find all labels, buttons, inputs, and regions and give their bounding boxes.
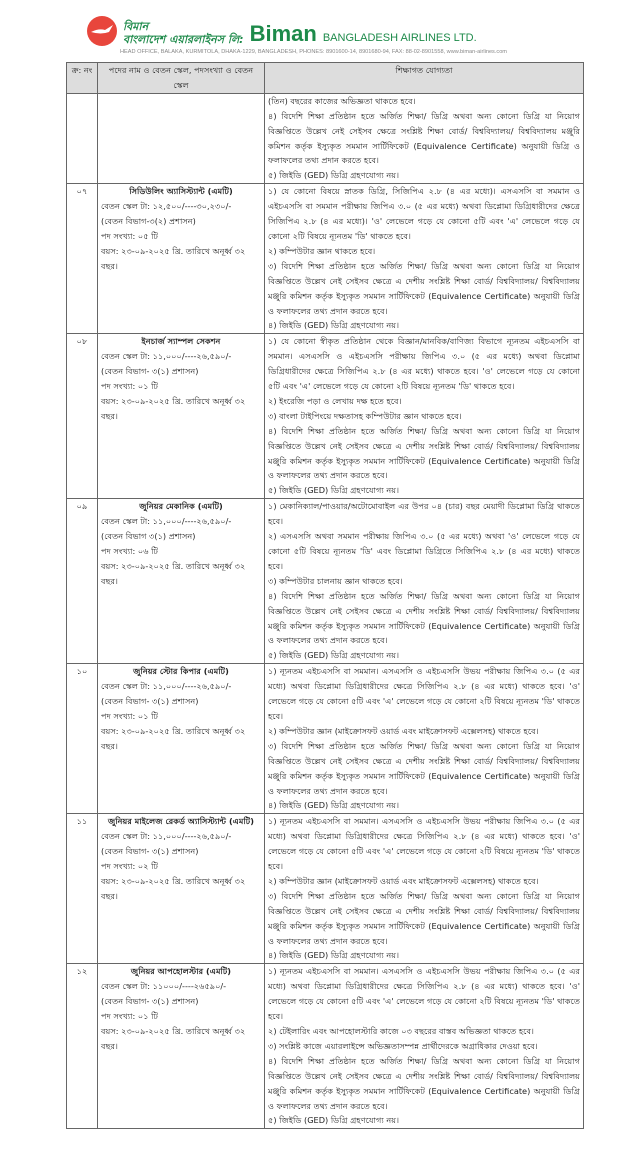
col-qualification: শিক্ষাগত যোগ্যতা (265, 63, 584, 94)
qualification-item: ১) ন্যূনতম এইচএসসি বা সমমান। এসএসসি ও এইচএসসি উভয় পরীক্ষায় জিপিএ ৩.০ (৫ এর মধ্যে) অথবা ডিপ্লোমা ডিগ্রিধারীদের ক্ষেত্রে সিজিপিএ ২.৮ (৪ এর মধ্যে) থাকতে হবে। 'ও' লেভেলে গড়ে যে কোনো ৫টি এবং 'এ' লেভেলে গড়ে যে কোনো ২টি বিষয়ে ন্যূনতম 'ডি' থাকতে হবে। (268, 966, 580, 1022)
post-detail: বয়স: ২৩-০৯-২০২৫ খ্রি. তারিখে অনূর্ধ্ব ৩২ বছর। (101, 725, 246, 751)
table-row (67, 964, 584, 1129)
post-detail: (বেতন বিভাগ- ৩(১) প্রশাসন) (101, 696, 199, 707)
qualification-cell (265, 184, 584, 334)
post-detail: বেতন স্কেল টা: ১১,০০০/----২৬,৫৯০/- (101, 681, 232, 692)
post-detail: বেতন স্কেল টা: ১১,০০০/----২৬,৫৯০/- (101, 351, 232, 362)
serial-number: ০৯ (67, 499, 98, 664)
qualification-cell (265, 964, 584, 1129)
qualification-item: ২) ইংরেজি পড়া ও লেখায় দক্ষ হতে হবে। (268, 395, 402, 406)
post-detail: বেতন স্কেল টা: ১১,০০০/----২৬,৫৯০/- (101, 831, 232, 842)
table-row (67, 664, 584, 814)
logo-bengali (123, 20, 244, 46)
qualification-item: ২) এসএসসি অথবা সমমান পরীক্ষায় জিপিএ ৩.০ (৫ এর মধ্যে) অথবা 'ও' লেভেলে গড়ে যে কোনো ৫টি বিষয়ে ন্যূনতম 'ডি' এবং ডিপ্লোমা ডিগ্রিতে সিজিপিএ ২.৮ (৪ এর মধ্যে) থাকতে হবে। (268, 531, 580, 571)
qualification-item: ১) ন্যূনতম এইচএসসি বা সমমান। এসএসসি ও এইচএসসি উভয় পরীক্ষায় জিপিএ ৩.০ (৫ এর মধ্যে) অথবা ডিপ্লোমা ডিগ্রিধারীদের ক্ষেত্রে সিজিপিএ ২.৮ (৪ এর মধ্যে) থাকতে হবে। 'ও' লেভেলে গড়ে যে কোনো ৫টি এবং 'এ' লেভেলে গড়ে যে কোনো ২টি বিষয়ে ন্যূনতম 'ডি' থাকতে হবে। (268, 816, 580, 872)
post-detail: (বেতন বিভাগ- ৩(১) প্রশাসন) (101, 366, 199, 377)
post-detail: বেতন স্কেল টা: ১১০০০/----২৬৫৯০/- (101, 981, 227, 992)
serial-number: ১০ (67, 664, 98, 814)
qualification-item: ৪) বিদেশি শিক্ষা প্রতিষ্ঠান হতে অর্জিত শিক্ষা/ ডিগ্রি অথবা অন্য কোনো ডিগ্রি যা নিয়োগ বিজ্ঞপ্তিতে উল্লেখ নেই সেইসব ক্ষেত্রে সংশ্লিষ্ট শিক্ষা বোর্ড/ বিশ্ববিদ্যালয়/ বিশ্ববিদ্যালয় মঞ্জুরি কমিশন কর্তৃক ইস্যুকৃত সমমান সার্টিফিকেট (Equivalence Certificate) অনুযায়ী ডিগ্রি ও ফলাফলের তথ্য প্রদান করতে হবে। (268, 110, 580, 166)
post-cell (98, 964, 265, 1129)
qualification-item: ৫) জিইডি (GED) ডিগ্রি গ্রহণযোগ্য নয়। (268, 650, 400, 661)
logo-bengali-line: বিমান (123, 20, 149, 33)
qualification-item: ৫) জিইডি (GED) ডিগ্রি গ্রহণযোগ্য নয়। (268, 485, 400, 496)
col-post: পদের নাম ও বেতন স্কেল, পদসংখ্যা ও বেতন স্কেল (98, 63, 265, 94)
post-detail: বেতন স্কেল টা: ১১,০০০/----২৬,৫৯০/- (101, 516, 232, 527)
qualification-item: ৪) জিইডি (GED) ডিগ্রি গ্রহণযোগ্য নয়। (268, 320, 400, 331)
post-detail: বয়স: ২৩-০৯-২০২৫ খ্রি. তারিখে অনূর্ধ্ব ৩২ বছর। (101, 395, 246, 421)
qualification-item: ৪) জিইডি (GED) ডিগ্রি গ্রহণযোগ্য নয়। (268, 800, 400, 811)
post-detail: পদ সংখ্যা: ০৫ টি (101, 230, 158, 241)
qualification-item: ২) কম্পিউটার জ্ঞান থাকতে হবে। (268, 245, 376, 256)
qualification-cell (265, 664, 584, 814)
post-title: জুনিয়র মাইলেজ রেকর্ড অ্যাসিস্ট্যান্ট (এমটি) (107, 816, 255, 827)
post-detail: বেতন স্কেল টা: ১২,৫০০/----৩০,২৩০/- (101, 201, 232, 212)
serial-number: ১২ (67, 964, 98, 1129)
qualification-item: (তিন) বছরের কাজের অভিজ্ঞতা থাকতে হবে। (268, 95, 416, 106)
qualification-item: ৩) বিদেশি শিক্ষা প্রতিষ্ঠান হতে অর্জিত শিক্ষা/ ডিগ্রি অথবা অন্য কোনো ডিগ্রি যা নিয়োগ বিজ্ঞপ্তিতে উল্লেখ নেই সেইসব ক্ষেত্রে এ দেশীয় সংশ্লিষ্ট শিক্ষা বোর্ড/ বিশ্ববিদ্যালয়/ বিশ্ববিদ্যালয় মঞ্জুরি কমিশন কর্তৃক ইস্যুকৃত সমমান সার্টিফিকেট (Equivalence Certificate) অনুযায়ী ডিগ্রি ও ফলাফলের তথ্য প্রদান করতে হবে। (268, 260, 580, 316)
serial-number (67, 93, 98, 183)
post-title: জুনিয়র আপহোলস্টার (এমটি) (130, 966, 232, 977)
biman-logo-icon (87, 16, 117, 46)
post-detail: পদ সংখ্যা: ০১ টি (101, 381, 158, 392)
qualification-item: ৪) জিইডি (GED) ডিগ্রি গ্রহণযোগ্য নয়। (268, 950, 400, 961)
post-title: সিডিউলিং অ্যাসিস্ট্যান্ট (এমটি) (129, 186, 233, 197)
post-detail: পদ সংখ্যা: ০৬ টি (101, 546, 158, 556)
qualification-item: ৩) সংশ্লিষ্ট কাজে এয়ারলাইন্সে অভিজ্ঞতাসম্পন্ন প্রার্থীদেরকে অগ্রাধিকার দেওয়া হবে। (268, 1040, 538, 1051)
qualification-item: ১) মেকানিক্যাল/পাওয়ার/অটোমোবাইল এর উপর ০৪ (চার) বছর মেয়াদী ডিপ্লোমা ডিগ্রি থাকতে হবে। (268, 501, 580, 527)
post-detail: বয়স: ২৩-০৯-২০২৫ খ্রি. তারিখে অনূর্ধ্ব ৩২ বছর। (101, 245, 246, 271)
qualification-item: ৪) বিদেশি শিক্ষা প্রতিষ্ঠান হতে অর্জিত শিক্ষা/ ডিগ্রি অথবা অন্য কোনো ডিগ্রি যা নিয়োগ বিজ্ঞপ্তিতে উল্লেখ নেই সেইসব ক্ষেত্রে এ দেশীয় সংশ্লিষ্ট শিক্ষা বোর্ড/ বিশ্ববিদ্যালয়/ বিশ্ববিদ্যালয় মঞ্জুরি কমিশন কর্তৃক ইস্যুকৃত সমমান সার্টিফিকেট (Equivalence Certificate) অনুযায়ী ডিগ্রি ও ফলাফলের তথ্য প্রদান করতে হবে। (268, 425, 580, 481)
qualification-item: ২) কম্পিউটার জ্ঞান (মাইক্রোসফট ওয়ার্ড এবং মাইক্রোসফট এক্সেলসহ) থাকতে হবে। (268, 725, 539, 736)
post-detail: পদ সংখ্যা: ০১ টি (101, 710, 158, 721)
qualification-cell (265, 334, 584, 499)
post-cell (98, 334, 265, 499)
post-detail: (বেতন বিভাগ- ৩(১) প্রশাসন) (101, 996, 199, 1007)
post-cell (98, 814, 265, 964)
post-detail: (বেতন বিভাগ-৩(২) প্রশাসন) (101, 216, 196, 227)
post-cell (98, 499, 265, 664)
qualification-item: ২) টেইলারিং এবং আপহোলস্টারি কাজে ০৩ বছরের বাস্তব অভিজ্ঞতা থাকতে হবে। (268, 1026, 534, 1036)
brand-name: Biman (249, 21, 317, 46)
logo-bengali-line: বাংলাদেশ এয়ারলাইনস লি: (123, 33, 244, 46)
post-detail: বয়স: ২৩-০৯-২০২৫ খ্রি. তারিখে অনূর্ধ্ব ৩২ বছর। (101, 1026, 246, 1051)
qualification-item: ১) যে কোনো স্বীকৃত প্রতিষ্ঠান থেকে বিজ্ঞান/মানবিক/বাণিজ্য বিভাগে ন্যূনতম এইচএসসি বা সমমান। এসএসসি ও এইচএসসি পরীক্ষায় জিপিএ ৩.০ (৫ এর মধ্যে) অথবা ডিপ্লোমা ডিগ্রিধারীদের ক্ষেত্রে সিজিপিএ ২.৮ (৪ এর মধ্যে) থাকতে হবে। 'ও' লেভেলে গড়ে যে কোনো ৫টি এবং 'এ' লেভেলে গড়ে যে কোনো ২টি বিষয়ে ন্যূনতম 'ডি' থাকতে হবে। (268, 336, 580, 392)
serial-number: ০৭ (67, 184, 98, 334)
post-title: জুনিয়র মেকানিক (এমটি) (139, 501, 223, 512)
qualification-item: ৫) জিইডি (GED) ডিগ্রি গ্রহণযোগ্য নয়। (268, 1115, 400, 1126)
qualification-item: ১) ন্যূনতম এইচএসসি বা সমমান। এসএসসি ও এইচএসসি উভয় পরীক্ষায় জিপিএ ৩.০ (৫ এর মধ্যে) অথবা ডিপ্লোমা ডিগ্রিধারীদের ক্ষেত্রে সিজিপিএ ২.৮ (৪ এর মধ্যে) থাকতে হবে। 'ও' লেভেলে গড়ে যে কোনো ৫টি এবং 'এ' লেভেলে গড়ে যে কোনো ২টি বিষয়ে ন্যূনতম 'ডি' থাকতে হবে। (268, 666, 580, 721)
table-row (67, 184, 584, 334)
qualification-table (66, 62, 584, 1129)
qualification-item: ২) কম্পিউটার জ্ঞান (মাইক্রোসফট ওয়ার্ড এবং মাইক্রোসফট এক্সেলসহ) থাকতে হবে। (268, 875, 539, 886)
table-body (67, 93, 584, 1129)
post-title: ইনচার্জ স্যাম্পল সেকশন (141, 336, 221, 347)
serial-number: ১১ (67, 814, 98, 964)
post-cell (98, 664, 265, 814)
qualification-item: ৪) বিদেশি শিক্ষা প্রতিষ্ঠান হতে অর্জিত শিক্ষা/ ডিগ্রি অথবা অন্য কোনো ডিগ্রি যা নিয়োগ বিজ্ঞপ্তিতে উল্লেখ নেই সেইসব ক্ষেত্রে এ দেশীয় সংশ্লিষ্ট শিক্ষা বোর্ড/ বিশ্ববিদ্যালয়/ বিশ্ববিদ্যালয় মঞ্জুরি কমিশন কর্তৃক ইস্যুকৃত সমমান সার্টিফিকেট (Equivalence Certificate) অনুযায়ী ডিগ্রি ও ফলাফলের তথ্য প্রদান করতে হবে। (268, 590, 580, 646)
post-detail: বয়স: ২৩-০৯-২০২৫ খ্রি. তারিখে অনূর্ধ্ব ৩২ বছর। (101, 560, 246, 586)
qualification-item: ৫) জিইডি (GED) ডিগ্রি গ্রহণযোগ্য নয়। (268, 170, 400, 181)
letterhead (75, 16, 575, 56)
table-row (67, 499, 584, 664)
qualification-cell (265, 93, 584, 183)
post-detail: বয়স: ২৩-০৯-২০২৫ খ্রি. তারিখে অনূর্ধ্ব ৩২ বছর। (101, 875, 246, 901)
qualification-item: ৩) বাংলা টাইপিংয়ে দক্ষতাসহ কম্পিউটার জ্ঞান থাকতে হবে। (268, 410, 462, 421)
post-detail: পদ সংখ্যা: ০২ টি (101, 861, 158, 872)
qualification-item: ৩) কম্পিউটার চালনায় জ্ঞান থাকতে হবে। (268, 575, 403, 586)
qualification-item: ৩) বিদেশি শিক্ষা প্রতিষ্ঠান হতে অর্জিত শিক্ষা/ ডিগ্রি অথবা অন্য কোনো ডিগ্রি যা নিয়োগ বিজ্ঞপ্তিতে উল্লেখ নেই সেইসব ক্ষেত্রে এ দেশীয় সংশ্লিষ্ট শিক্ষা বোর্ড/ বিশ্ববিদ্যালয়/ বিশ্ববিদ্যালয় মঞ্জুরি কমিশন কর্তৃক ইস্যুকৃত সমমান সার্টিফিকেট (Equivalence Certificate) অনুযায়ী ডিগ্রি ও ফলাফলের তথ্য প্রদান করতে হবে। (268, 740, 580, 796)
qualification-item: ৪) বিদেশি শিক্ষা প্রতিষ্ঠান হতে অর্জিত শিক্ষা/ ডিগ্রি অথবা অন্য কোনো ডিগ্রি যা নিয়োগ বিজ্ঞপ্তিতে উল্লেখ নেই সেইসব ক্ষেত্রে এ দেশীয় সংশ্লিষ্ট শিক্ষা বোর্ড/ বিশ্ববিদ্যালয়/ বিশ্ববিদ্যালয় মঞ্জুরি কমিশন কর্তৃক ইস্যুকৃত সমমান সার্টিফিকেট (Equivalence Certificate) অনুযায়ী ডিগ্রি ও ফলাফলের তথ্য প্রদান করতে হবে। (268, 1055, 580, 1111)
post-detail: (বেতন বিভাগ- ৩(১) প্রশাসন) (101, 846, 199, 857)
qualification-item: ৩) বিদেশি শিক্ষা প্রতিষ্ঠান হতে অর্জিত শিক্ষা/ ডিগ্রি অথবা অন্য কোনো ডিগ্রি যা নিয়োগ বিজ্ঞপ্তিতে উল্লেখ নেই সেইসব ক্ষেত্রে এ দেশীয় সংশ্লিষ্ট শিক্ষা বোর্ড/ বিশ্ববিদ্যালয়/ বিশ্ববিদ্যালয় মঞ্জুরি কমিশন কর্তৃক ইস্যুকৃত সমমান সার্টিফিকেট (Equivalence Certificate) অনুযায়ী ডিগ্রি ও ফলাফলের তথ্য প্রদান করতে হবে। (268, 890, 580, 946)
col-serial: ক্র: নং (67, 63, 98, 94)
qualification-cell (265, 499, 584, 664)
post-detail: পদ সংখ্যা: ০১ টি (101, 1011, 158, 1022)
brand-suffix: BANGLADESH AIRLINES LTD. (322, 32, 477, 44)
logo-row (75, 16, 575, 46)
qualification-item: ১) যে কোনো বিষয়ে স্নাতক ডিগ্রি, সিজিপিএ ২.৮ (৪ এর মধ্যে)। এসএসসি বা সমমান ও এইচএসসি বা সমমান পরীক্ষায় জিপিএ ৩.০ (৫ এর মধ্যে) অথবা ডিপ্লোমা ডিগ্রিধারীদের ক্ষেত্রে সিজিপিএ ২.৮ (৪ এর মধ্যে)। 'ও' লেভেলে গড়ে যে কোনো ৫টি এবং 'এ' লেভেলে গড়ে যে কোনো ২টি বিষয়ে ন্যূনতম 'ডি' থাকতে হবে। (268, 186, 580, 241)
table-row (67, 814, 584, 964)
qualification-cell (265, 814, 584, 964)
post-cell (98, 93, 265, 183)
post-title: জুনিয়র স্টোর কিপার (এমটি) (133, 666, 229, 677)
address-line: HEAD OFFICE, BALAKA, KURMITOLA, DHAKA-1229, BANGLADESH, PHONES: 8901600-14, 8901680-94, FAX: 88-02-8901558, www.biman-airlines.com (120, 49, 507, 55)
post-detail: (বেতন বিভাগ ৩(১) প্রশাসন) (101, 531, 196, 542)
table-row (67, 93, 584, 183)
serial-number: ০৮ (67, 334, 98, 499)
table-row (67, 334, 584, 499)
post-cell (98, 184, 265, 334)
